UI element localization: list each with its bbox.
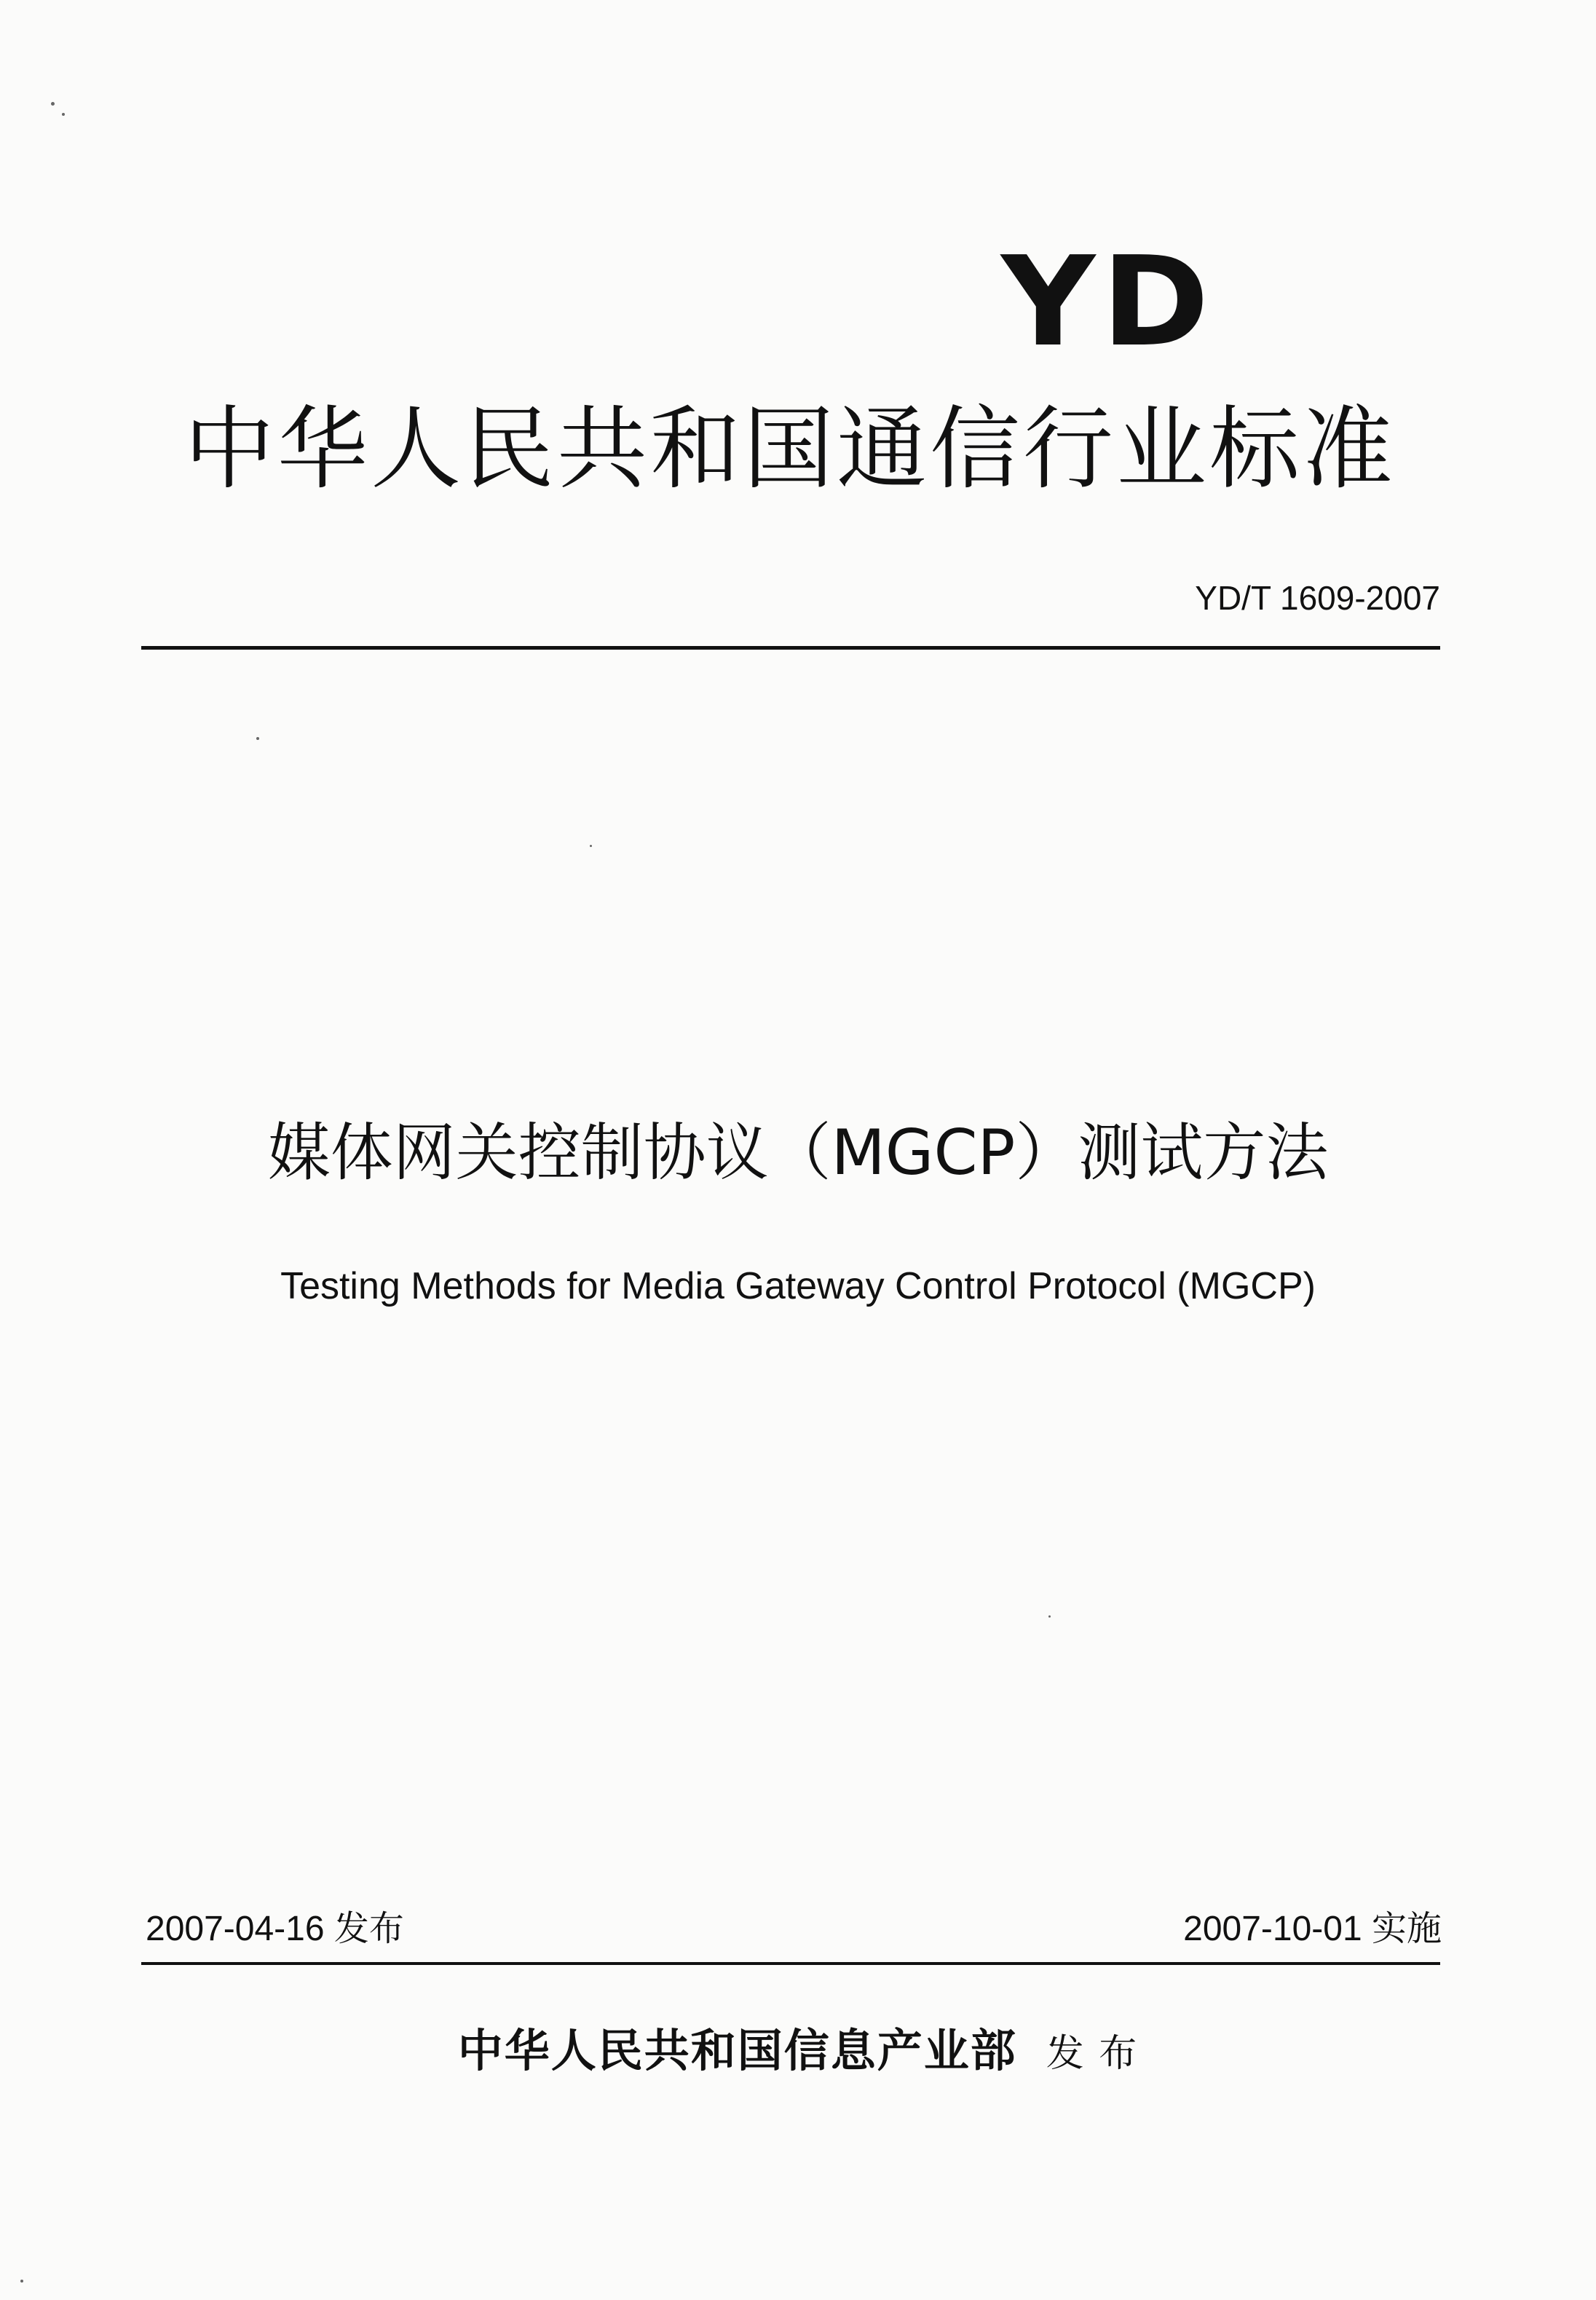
scan-speck [1048,1615,1051,1618]
standard-number: YD/T 1609-2007 [1195,579,1440,617]
scan-speck [62,113,65,116]
scan-speck [590,845,592,847]
publisher-line [0,2024,1596,2077]
scan-speck [20,2280,23,2283]
publish-word: 发 布 [1046,2032,1139,2076]
implementation-date: 2007-10-01 实施 [1183,1910,1442,1948]
footer-divider [141,1962,1440,1965]
issue-date: 2007-04-16 发布 [146,1910,404,1948]
yd-logo: YD [1000,230,1216,374]
document-title-chinese: 媒体网关控制协议（MGCP）测试方法 [267,1116,1329,1189]
standard-category-title: 中华人民共和国通信行业标准 [183,397,1396,502]
header-divider [141,646,1440,650]
publisher-name: 中华人民共和国信息产业部 [457,2024,1017,2077]
scan-speck [256,737,259,740]
scan-speck [51,102,55,106]
document-title-english: Testing Methods for Media Gateway Control Protocol (MGCP) [280,1265,1316,1307]
